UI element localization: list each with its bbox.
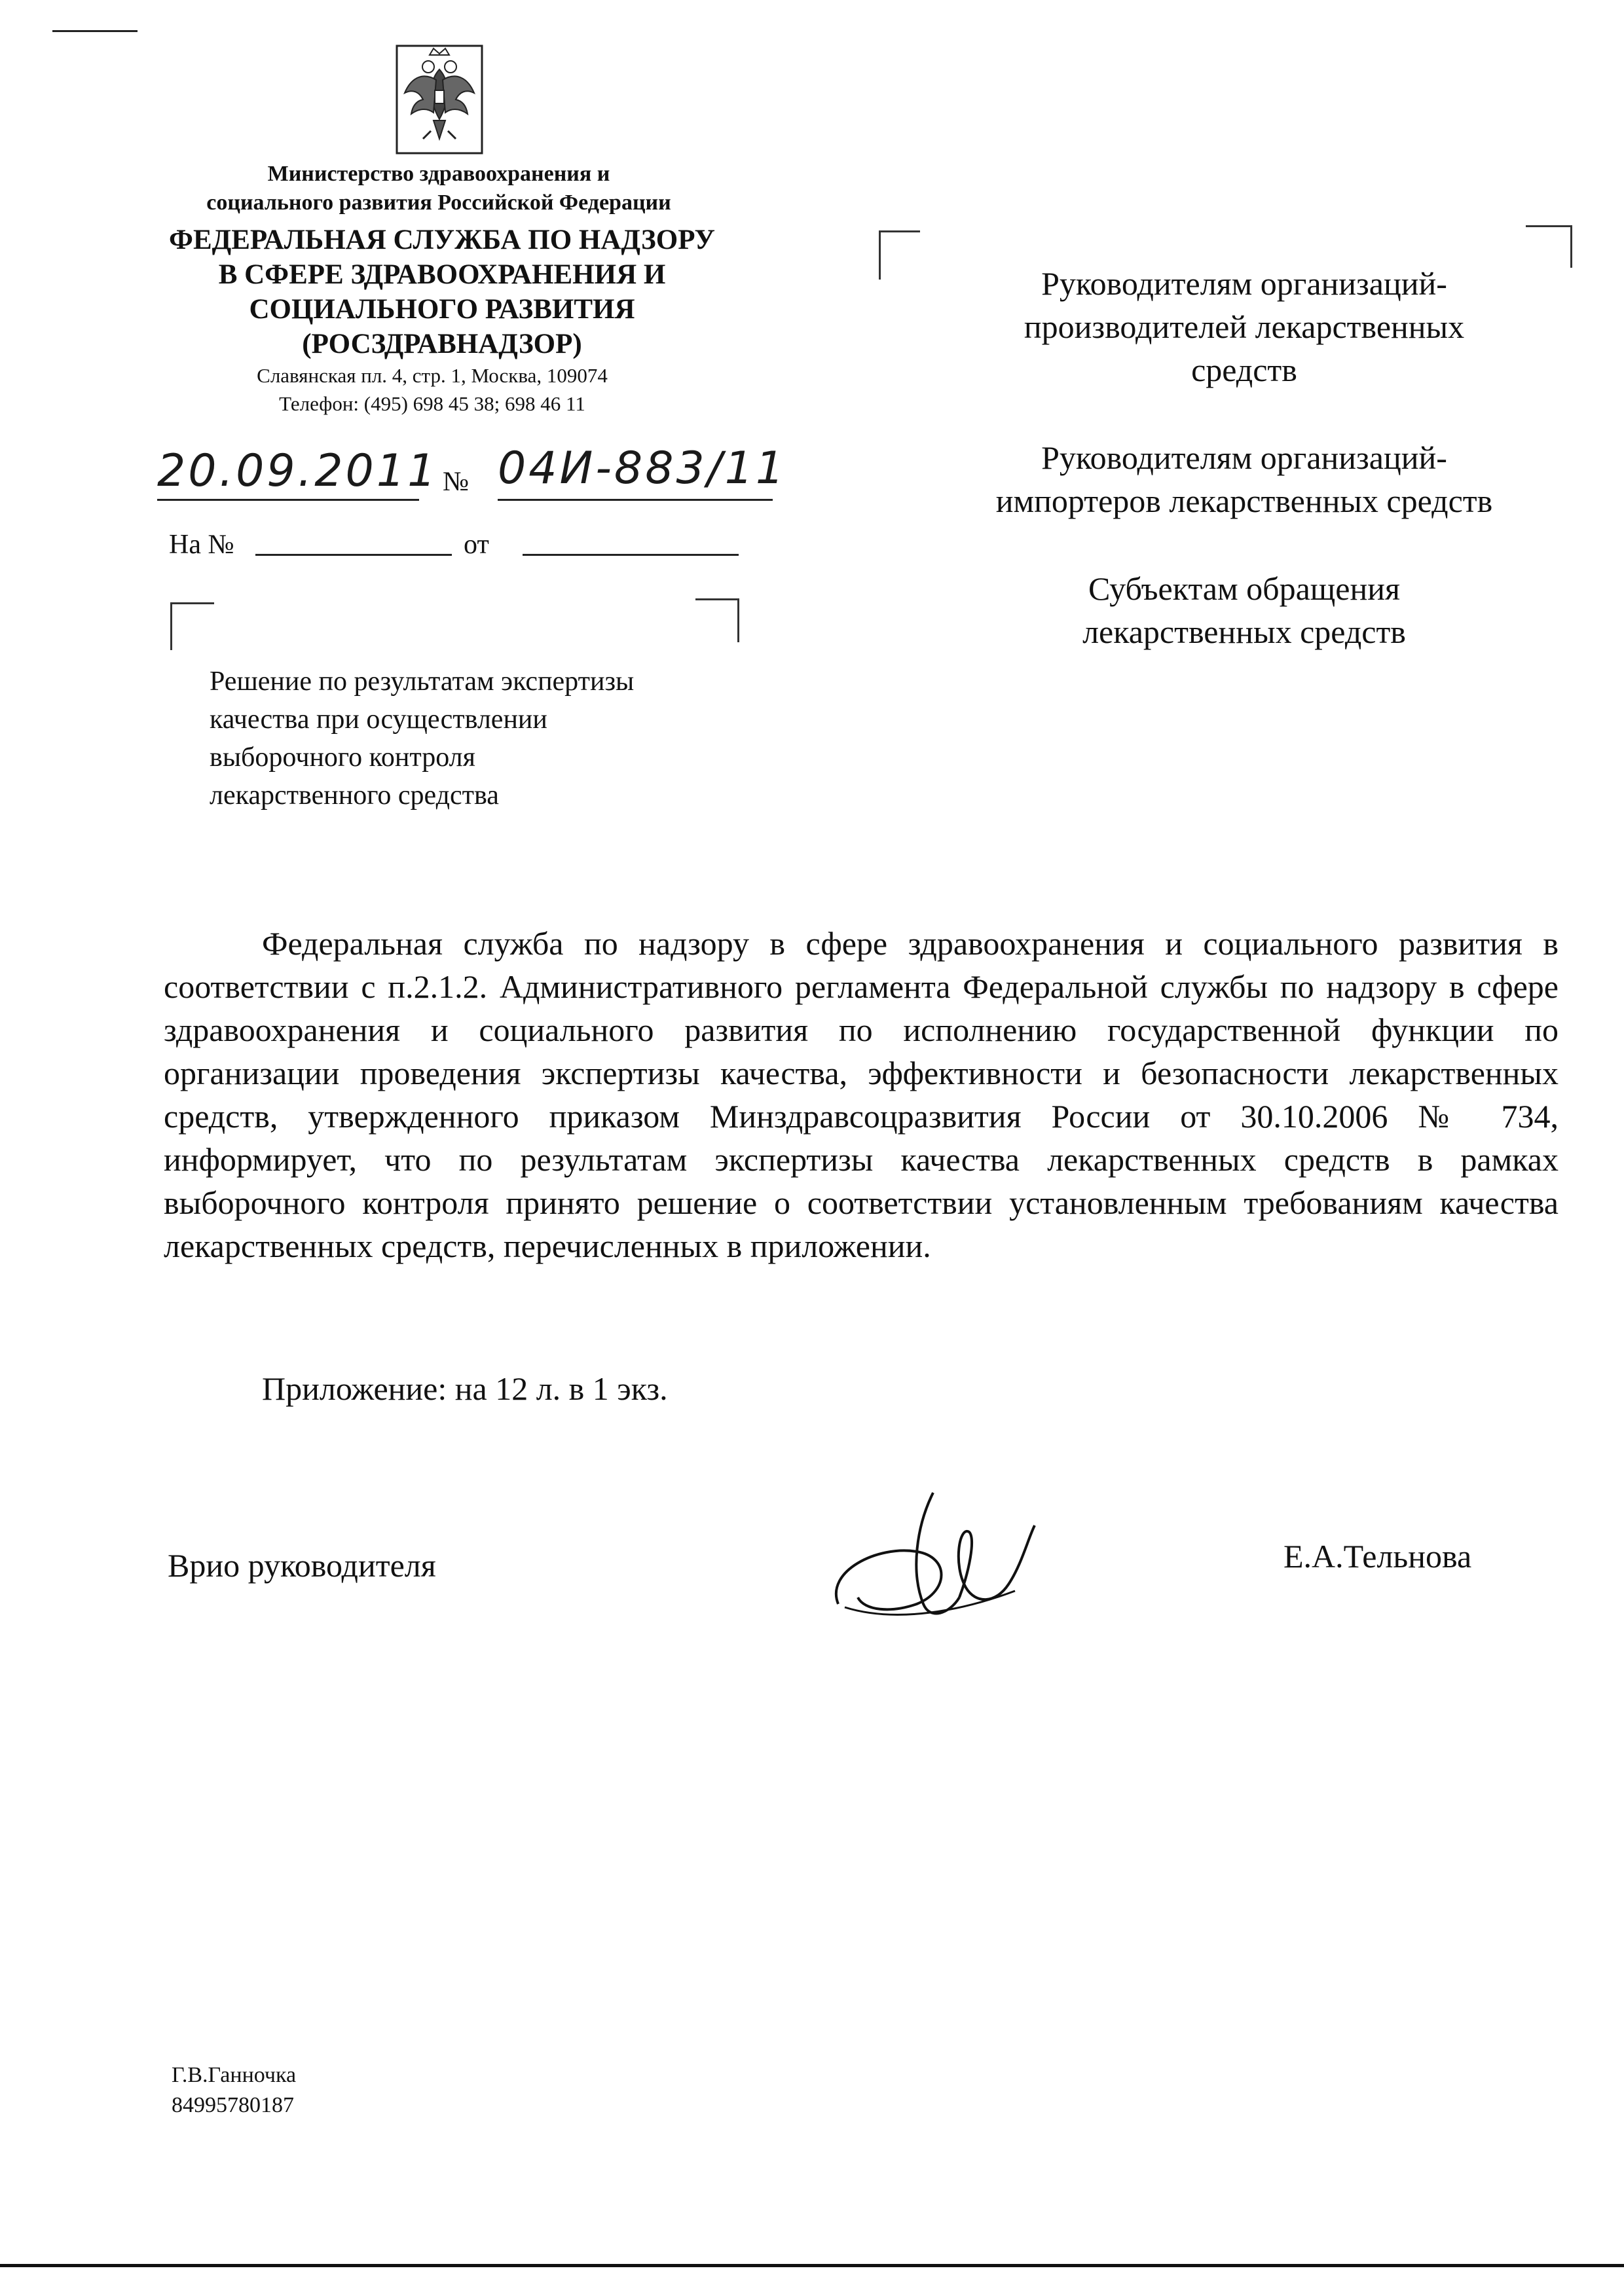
addressee-line: Руководителям организаций- (1041, 265, 1447, 302)
handwritten-signature (819, 1473, 1067, 1643)
addressee-line: лекарственных средств (1082, 613, 1406, 650)
scan-mark (52, 30, 138, 32)
addressee-line: Руководителям организаций- (1041, 439, 1447, 476)
service-name (144, 223, 740, 361)
executor-name: Г.В.Ганночка (172, 2063, 297, 2087)
double-headed-eagle-icon (390, 41, 489, 158)
letter-subject (210, 663, 747, 814)
service-line: ФЕДЕРАЛЬНАЯ СЛУЖБА ПО НАДЗОРУ (169, 225, 715, 255)
subject-bracket-left (170, 602, 214, 650)
sender-address (164, 361, 701, 418)
address-line: Славянская пл. 4, стр. 1, Москва, 109074 (257, 364, 608, 387)
ministry-line: социального развития Российской Федерации (206, 191, 671, 215)
service-line: (РОСЗДРАВНАДЗОР) (302, 329, 582, 359)
addressee-line: Субъектам обращения (1088, 570, 1400, 607)
attachment-note: Приложение: на 12 л. в 1 экз. (262, 1370, 668, 1407)
ref-label: На № (169, 530, 234, 560)
addressee-subjects (943, 567, 1545, 653)
ministry-name (138, 160, 740, 217)
executor-phone: 84995780187 (172, 2093, 294, 2117)
ministry-line: Министерство здравоохранения и (267, 162, 610, 186)
addressee-line: производителей лекарственных (1024, 308, 1465, 345)
signatory-position: Врио руководителя (168, 1547, 436, 1584)
ref-number-blank (255, 554, 452, 556)
ref-from-label: от (464, 530, 489, 560)
addressee-bracket-left (879, 230, 920, 280)
subject-line: качества при осуществлении (210, 704, 547, 735)
addressee-line: средств (1191, 352, 1297, 388)
address-line: Телефон: (495) 698 45 38; 698 46 11 (279, 392, 585, 415)
ref-date-blank (523, 554, 739, 556)
service-line: В СФЕРЕ ЗДРАВООХРАНЕНИЯ И (218, 259, 666, 290)
registration-number: 04И-883/11 (498, 443, 773, 501)
number-sign: № (443, 467, 470, 497)
letter-body: Федеральная служба по надзору в сфере здравоохранения и социального развития в соответствии с п.2.1.2. Административного регламента Федеральной службы по надзору в сфере здравоохранения и социального развития по исполнению государственной функции по организации проведения экспертизы качества, эффективности и безопасности лекарственных средств, утвержденного приказом Минздравсоцразвития России от 30.10.2006 № 734, информирует, что по результатам экспертизы качества лекарственных средств в рамках выборочного контроля принято решение о соответствии установленным требованиям качества лекарственных средств, перечисленных в приложении. (164, 925, 1559, 1264)
subject-line: лекарственного средства (210, 780, 499, 811)
subject-bracket-right (695, 598, 739, 642)
registration-date: 20.09.2011 (157, 445, 419, 501)
signatory-name: Е.А.Тельнова (1283, 1538, 1472, 1575)
subject-line: выборочного контроля (210, 742, 475, 773)
addressee-importers (917, 436, 1572, 522)
service-line: СОЦИАЛЬНОГО РАЗВИТИЯ (249, 294, 635, 325)
scan-bottom-line (0, 2264, 1624, 2267)
addressee-line: импортеров лекарственных средств (995, 483, 1493, 519)
subject-line: Решение по результатам экспертизы (210, 666, 635, 697)
addressee-manufacturers (943, 262, 1545, 392)
